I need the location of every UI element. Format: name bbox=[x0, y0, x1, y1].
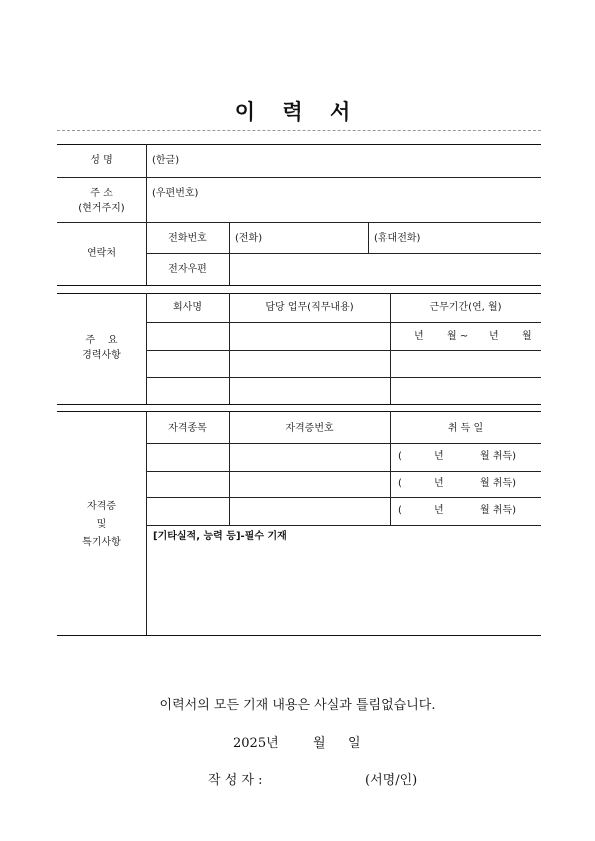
email-field[interactable] bbox=[230, 254, 540, 284]
signature-label: (서명/인) bbox=[365, 773, 418, 788]
date-day: 일 bbox=[348, 736, 361, 751]
period-end-year: 년 bbox=[489, 331, 499, 342]
cert-number-cell[interactable] bbox=[230, 498, 389, 524]
period-start-year: 년 bbox=[414, 331, 424, 342]
acq-open-paren: ( bbox=[398, 451, 402, 462]
career-period-cell[interactable] bbox=[391, 378, 540, 403]
period-end-month: 월 bbox=[522, 331, 532, 342]
career-header-period: 근무기간(연, 월) bbox=[429, 302, 502, 313]
email-label: 전자우편 bbox=[168, 264, 207, 275]
acq-month: 월 취득) bbox=[480, 505, 517, 516]
document-title: 이 력 서 bbox=[234, 99, 361, 124]
writer-label: 작 성 자 : bbox=[208, 773, 263, 788]
career-header-company: 회사명 bbox=[173, 302, 202, 313]
acq-open-paren: ( bbox=[398, 478, 402, 489]
certs-header-number: 자격증번호 bbox=[285, 423, 334, 434]
acq-year: 년 bbox=[434, 478, 444, 489]
career-duty-cell[interactable] bbox=[230, 378, 389, 403]
career-company-cell[interactable] bbox=[147, 351, 228, 376]
cert-type-cell[interactable] bbox=[147, 472, 228, 496]
career-sublabel: 경력사항 bbox=[82, 350, 121, 361]
mobile-field[interactable]: (휴대전화) bbox=[374, 233, 421, 244]
title-divider bbox=[57, 130, 541, 131]
career-label: 주 요 bbox=[85, 335, 118, 346]
phone-label: 전화번호 bbox=[168, 233, 207, 244]
acq-year: 년 bbox=[434, 505, 444, 516]
address-sublabel: (현거주지) bbox=[78, 203, 125, 214]
acq-month: 월 취득) bbox=[480, 451, 517, 462]
acq-month: 월 취득) bbox=[480, 478, 517, 489]
career-period-cell[interactable] bbox=[391, 351, 540, 376]
truth-statement: 이력서의 모든 기재 내용은 사실과 틀림없습니다. bbox=[159, 698, 436, 713]
date-year: 2025년 bbox=[233, 736, 279, 751]
cert-type-cell[interactable] bbox=[147, 498, 228, 524]
career-company-cell[interactable] bbox=[147, 378, 228, 403]
certs-label: 자격증 bbox=[87, 501, 116, 512]
date-month: 월 bbox=[313, 736, 326, 751]
contact-label: 연락처 bbox=[87, 248, 116, 259]
name-label: 성 명 bbox=[90, 155, 113, 166]
phone-field[interactable]: (전화) bbox=[235, 233, 263, 244]
career-header-duty: 담당 업무(직무내용) bbox=[265, 302, 354, 313]
cert-type-cell[interactable] bbox=[147, 444, 228, 470]
name-field[interactable]: (한글) bbox=[152, 155, 180, 166]
career-duty-cell[interactable] bbox=[230, 351, 389, 376]
period-start-month: 월 ~ bbox=[447, 331, 469, 342]
career-duty-cell[interactable] bbox=[230, 323, 389, 349]
cert-number-cell[interactable] bbox=[230, 444, 389, 470]
certs-header-type: 자격종목 bbox=[168, 423, 207, 434]
address-field[interactable]: (우편번호) bbox=[152, 188, 199, 199]
certs-sublabel: 특기사항 bbox=[82, 537, 121, 548]
certs-label-and: 및 bbox=[96, 519, 107, 530]
cert-number-cell[interactable] bbox=[230, 472, 389, 496]
address-label: 주 소 bbox=[90, 188, 113, 199]
acq-year: 년 bbox=[434, 451, 444, 462]
certs-header-date: 취 득 일 bbox=[447, 423, 484, 434]
acq-open-paren: ( bbox=[398, 505, 402, 516]
career-company-cell[interactable] bbox=[147, 323, 228, 349]
other-achievements-note: [기타실적, 능력 등]-필수 기재 bbox=[153, 531, 287, 542]
other-achievements-field[interactable] bbox=[147, 546, 540, 634]
